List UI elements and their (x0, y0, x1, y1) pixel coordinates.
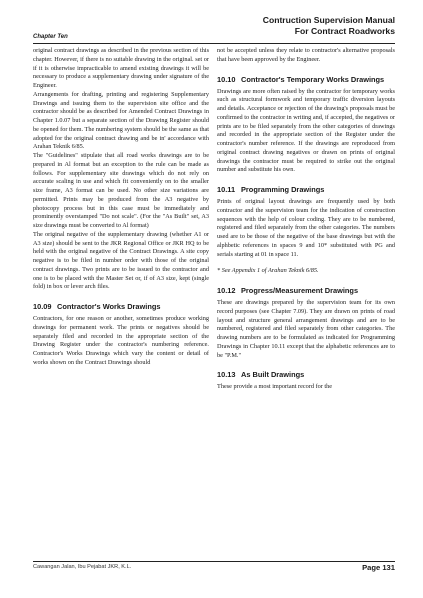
paragraph: Contractors, for one reason or another, sometimes produce working drawings for permanent work. The prints or negatives should be separately filed and recorded in the appropriate section of the Drawing Register under the contractor's numbering reference. Contractor's Works Drawings which vary the content or detail of works shown on the Contract Drawings should (33, 315, 209, 366)
section-title: Contractor's Temporary Works Drawings (241, 74, 385, 84)
header-rule (33, 43, 395, 44)
footer-publisher: Cawangan Jalan, Ibu Pejabat JKR, K.L. (33, 564, 132, 570)
paragraph: Drawings are more often raised by the contractor for temporary works such as structural formwork and temporary traffic diversion layouts and details. Acceptance or rejection of the drawing's proposals must be confirmed to the contractor in writing and, if accepted, the negatives or prints are to be filed separately from the other categories of drawings and recorded in the appropriate section of the Register under the contractor's number reference. If the drawings are reproduced from original contract drawing negatives or drawn on prints of original drawings the contractor must be required to strike out the original number and substitute his own. (217, 87, 395, 174)
paragraph: The original negative of the supplementary drawing (whether A1 or A3 size) should be sent to the JKR Regional Office or JKR HQ to be held with the original negative of the Contract Drawings. A site copy negative is to be filed in number order with those of the original contract drawings. Two prints are to be issued to the contractor and one is to be placed with the Master Set or, if of A3 size, kept (single fold) in box or lever arch files. (33, 230, 209, 291)
page-number: Page 131 (362, 563, 395, 572)
section-heading-10-12 (217, 286, 395, 295)
left-column (33, 47, 209, 368)
section-heading-10-11 (217, 185, 395, 194)
section-heading-10-10 (217, 75, 395, 84)
chapter-label: Chapter Ten (33, 34, 68, 40)
paragraph: original contract drawings as described in the previous section of this chapter. However, if there is no suitable drawing in the original. set or if it is otherwise impracticable to amend existing drawings it will be necessary to produce a supplementary drawing under signature of the Engineer. (33, 47, 209, 89)
section-heading-10-13 (217, 370, 395, 379)
section-number: 10.09 (33, 302, 52, 311)
paragraph: not be accepted unless they relate to contractor's alternative proposals that have been approved by the Engineer. (217, 47, 395, 63)
section-title: As Built Drawings (241, 370, 305, 380)
section-number: 10.11 (217, 185, 236, 194)
paragraph: The "Guidelines" stipulate that all road works drawings are to be prepared in Al format but an exception to the rule can be made as follows. For supplementary site drawings which do not rely on accurate scaling in use and which fit conveniently on to the smaller size frame, A3 format can be used. No other size variations are permitted. Prints may be produced from the A3 negative by photocopy process but in this case must be immediately and prominently overstamped "Do not scale". (For the "As Built" set, A3 size drawings must be converted to Al format) (33, 152, 209, 229)
right-column (217, 47, 395, 392)
manual-title (263, 15, 395, 36)
manual-title-line2: For Contract Roadworks (294, 25, 395, 36)
paragraph: These provide a most important record for the (217, 383, 333, 391)
section-title: Progress/Measurement Drawings (241, 286, 359, 295)
section-number: 10.10 (217, 74, 236, 84)
footer-rule (33, 561, 395, 562)
footnote: * See Appendix 1 of Arahan Teknik 6/85. (217, 267, 319, 275)
paragraph: Arrangements for drafting, printing and registering Supplementary Drawings and issuing them to the supervision site office and the contractor should be as described for Amended Contract Drawings in Chapter 1.0.07 but a separate section of the Drawing Register should be opened for them. The numbering system should be the same as that adopted for the original contract drawing and be in' accordance with Arahan Teknik 6/85. (33, 90, 209, 151)
section-number: 10.13 (217, 370, 236, 380)
section-heading-10-09 (33, 302, 209, 311)
section-title: Contractor's Works Drawings (57, 302, 161, 311)
paragraph: These are drawings prepared by the supervision team for its own record purposes (see Chapter 7.09). They are drawn on prints of road layout and structure general arrangement drawings and are to be numbered, registered and filed separately from other categories. The drawing numbers are to be formulated as indicated for Programming Drawings in Chapter 10.11 except that the alphabetic references are to be "P.M." (217, 299, 395, 359)
section-title: Programming Drawings (241, 185, 325, 194)
paragraph: Prints of original layout drawings are frequently used by both contractor and the supervision team for the indication of construction sequences with the help of colour coding. They are to be numbered, registered and filed separately from the other categories. The numbers used are to be those of the negative of the base drawings but with the alphbetic references in spaces 9 and 10* substituted with PG and serials starting at 01 in space 11. (217, 198, 395, 258)
manual-title-line1: Contruction Supervision Manual (262, 15, 395, 25)
section-number: 10.12 (217, 286, 236, 295)
